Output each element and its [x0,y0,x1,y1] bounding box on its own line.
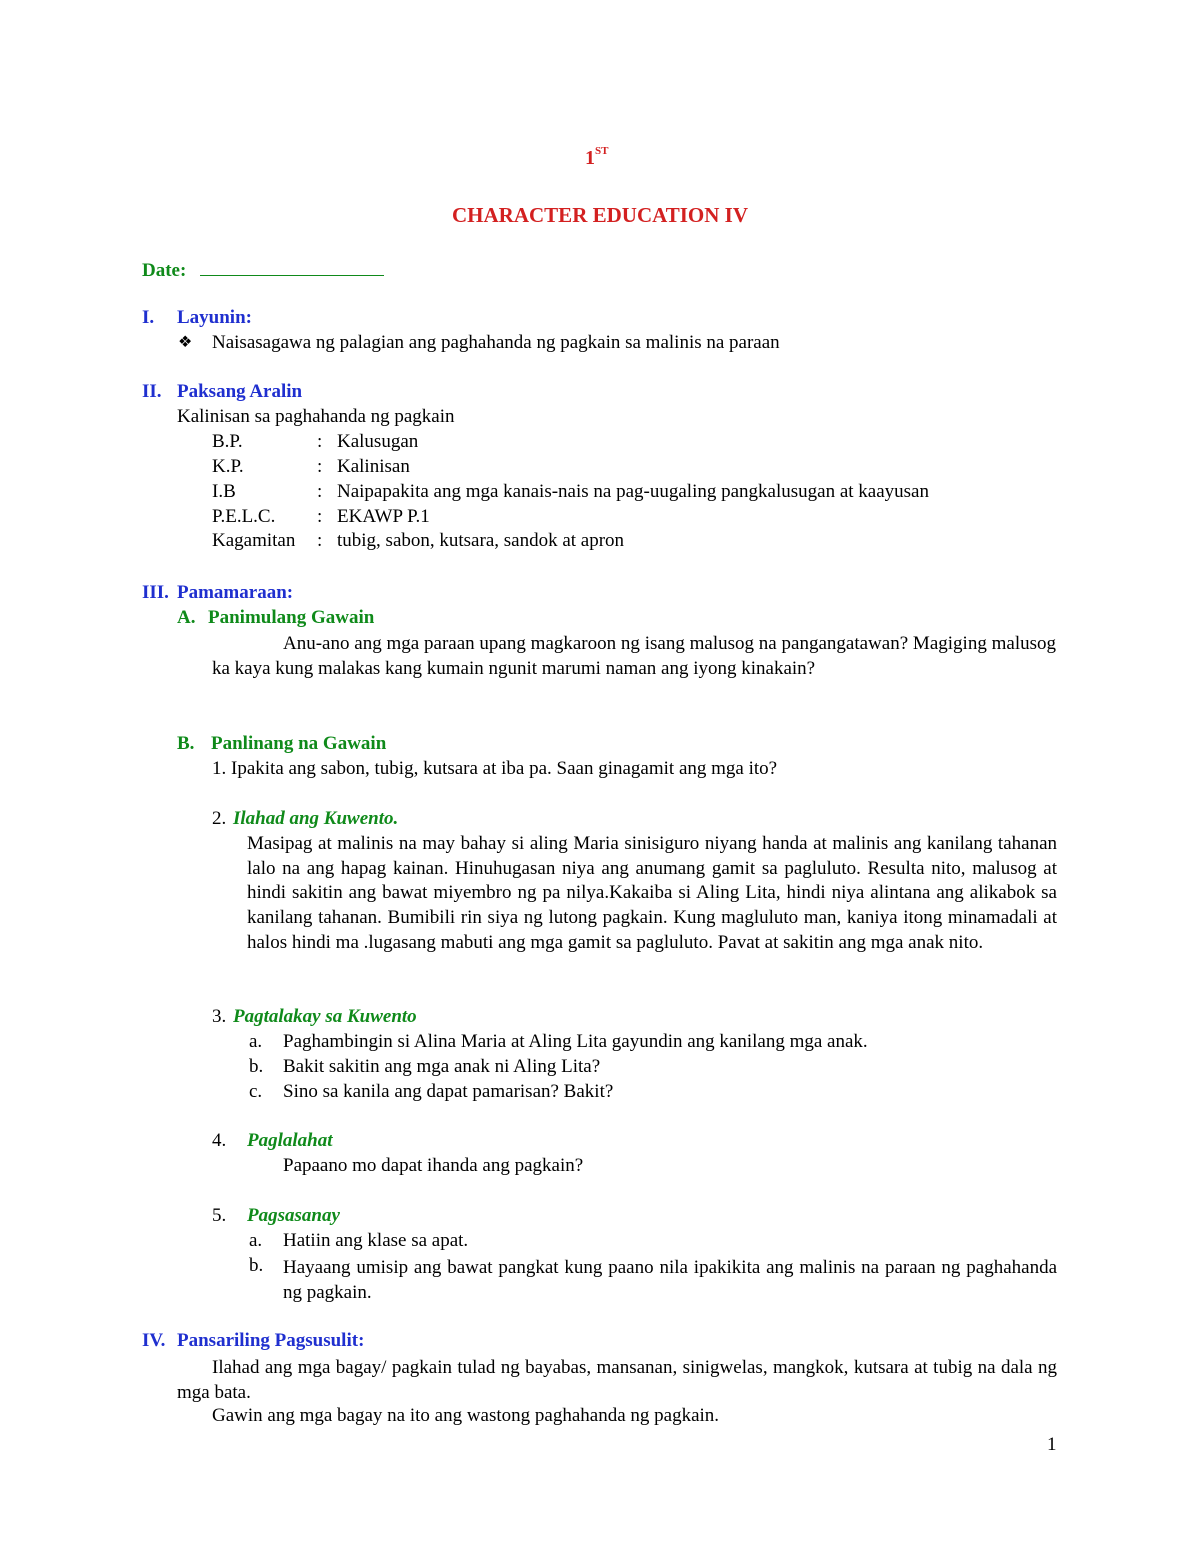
diamond-bullet-icon: ❖ [178,334,193,351]
step-4-text: Papaano mo dapat ihanda ang pagkain? [283,1155,584,1176]
step-5-number: 5. [212,1205,227,1226]
list-item-letter: c. [249,1081,263,1102]
list-item-text: Paghambingin si Alina Maria at Aling Lita gayundin ang kanilang mga anak. [283,1031,868,1052]
section-2-heading: Paksang Aralin [177,381,303,402]
subsection-b-letter: B. [177,733,195,754]
lesson-number [585,147,608,170]
list-item-text: Hatiin ang klase sa apat. [283,1230,469,1251]
step-2-number: 2. [212,808,227,829]
list-item-letter: b. [249,1056,264,1077]
row-separator: : [317,431,323,452]
row-key: I.B [212,481,236,502]
lesson-number-digit: 1 [585,147,595,169]
step-5-heading: Pagsasanay [247,1205,340,1226]
row-separator: : [317,530,323,551]
row-key: Kagamitan [212,530,296,551]
row-value: Kalinisan [337,456,410,477]
assessment-instruction: Gawin ang mga bagay na ito ang wastong paghahanda ng pagkain. [212,1405,720,1426]
step-1-text: 1. Ipakita ang sabon, tubig, kutsara at iba pa. Saan ginagamit ang mga ito? [212,758,778,779]
step-4-number: 4. [212,1130,227,1151]
subsection-a-heading: Panimulang Gawain [208,607,375,628]
step-4-heading: Paglalahat [247,1130,333,1151]
objective-text: Naisasagawa ng palagian ang paghahanda ng pagkain sa malinis na paraan [212,332,780,353]
section-4-numeral: IV. [142,1330,166,1351]
row-separator: : [317,506,323,527]
row-key: B.P. [212,431,243,452]
step-3-heading: Pagtalakay sa Kuwento [233,1006,417,1027]
row-separator: : [317,456,323,477]
row-key: K.P. [212,456,244,477]
list-item-text: Bakit sakitin ang mga anak ni Aling Lita? [283,1056,601,1077]
topic-text: Kalinisan sa paghahanda ng pagkain [177,406,455,427]
section-3-numeral: III. [142,582,169,603]
step-2-heading: Ilahad ang Kuwento. [233,808,399,829]
section-1-heading: Layunin: [177,307,252,328]
list-item-letter: a. [249,1031,263,1052]
row-value: tubig, sabon, kutsara, sandok at apron [337,530,625,551]
row-value: Kalusugan [337,431,419,452]
subsection-b-heading: Panlinang na Gawain [211,733,387,754]
section-1-numeral: I. [142,307,155,328]
row-key: P.E.L.C. [212,506,276,527]
section-2-numeral: II. [142,381,162,402]
list-item-text: Sino sa kanila ang dapat pamarisan? Bakit? [283,1081,614,1102]
date-field [142,257,384,282]
lesson-number-superscript: ST [595,145,609,157]
story-paragraph: Masipag at malinis na may bahay si aling Maria sinisiguro niyang handa at malinis ang kanilang tahanan lalo na ang hapag kainan. Hinuhugasan niya ang anumang gamit sa pagluluto. Resulta nito, malusog at hindi sakitin ang bawat miyembro ng pa nilya.Kakaiba si Aling Lita, hindi niya alintana ang alikabok sa kanilang tahanan. Bumibili rin siya ng lutong pagkain. Kung magluluto man, kaniya itong minamadali at halos hindi ma .lugasang mabuti ang mga gamit sa pagluluto. Pavat at sakitin ang mga anak nito. [247,833,1057,953]
page-number: 1 [1047,1434,1057,1455]
assessment-paragraph: Ilahad ang mga bagay/ pagkain tulad ng bayabas, mansanan, sinigwelas, mangkok, kutsara at tubig na dala ng mga bata. [177,1357,1057,1403]
date-label: Date: [142,260,187,281]
list-item-letter: a. [249,1230,263,1251]
row-value: Naipapakita ang mga kanais-nais na pag-uugaling pangkalusugan at kaayusan [337,481,929,502]
page-title: CHARACTER EDUCATION IV [452,203,748,227]
section-3-heading: Pamamaraan: [177,582,294,603]
intro-paragraph: Anu-ano ang mga paraan upang magkaroon ng isang malusog na pangangatawan? Magiging malusog ka kaya kung malakas kang kumain ngunit marumi naman ang iyong kinakain? [212,633,1056,679]
step-3-number: 3. [212,1006,227,1027]
date-blank-line [200,257,384,276]
row-separator: : [317,481,323,502]
list-item-text: Hayaang umisip ang bawat pangkat kung paano nila ipakikita ang malinis na paraan ng paghahanda ng pagkain. [283,1257,1057,1303]
subsection-a-letter: A. [177,607,196,628]
section-4-heading: Pansariling Pagsusulit: [177,1330,365,1351]
list-item-letter: b. [249,1255,264,1276]
row-value: EKAWP P.1 [337,506,430,527]
